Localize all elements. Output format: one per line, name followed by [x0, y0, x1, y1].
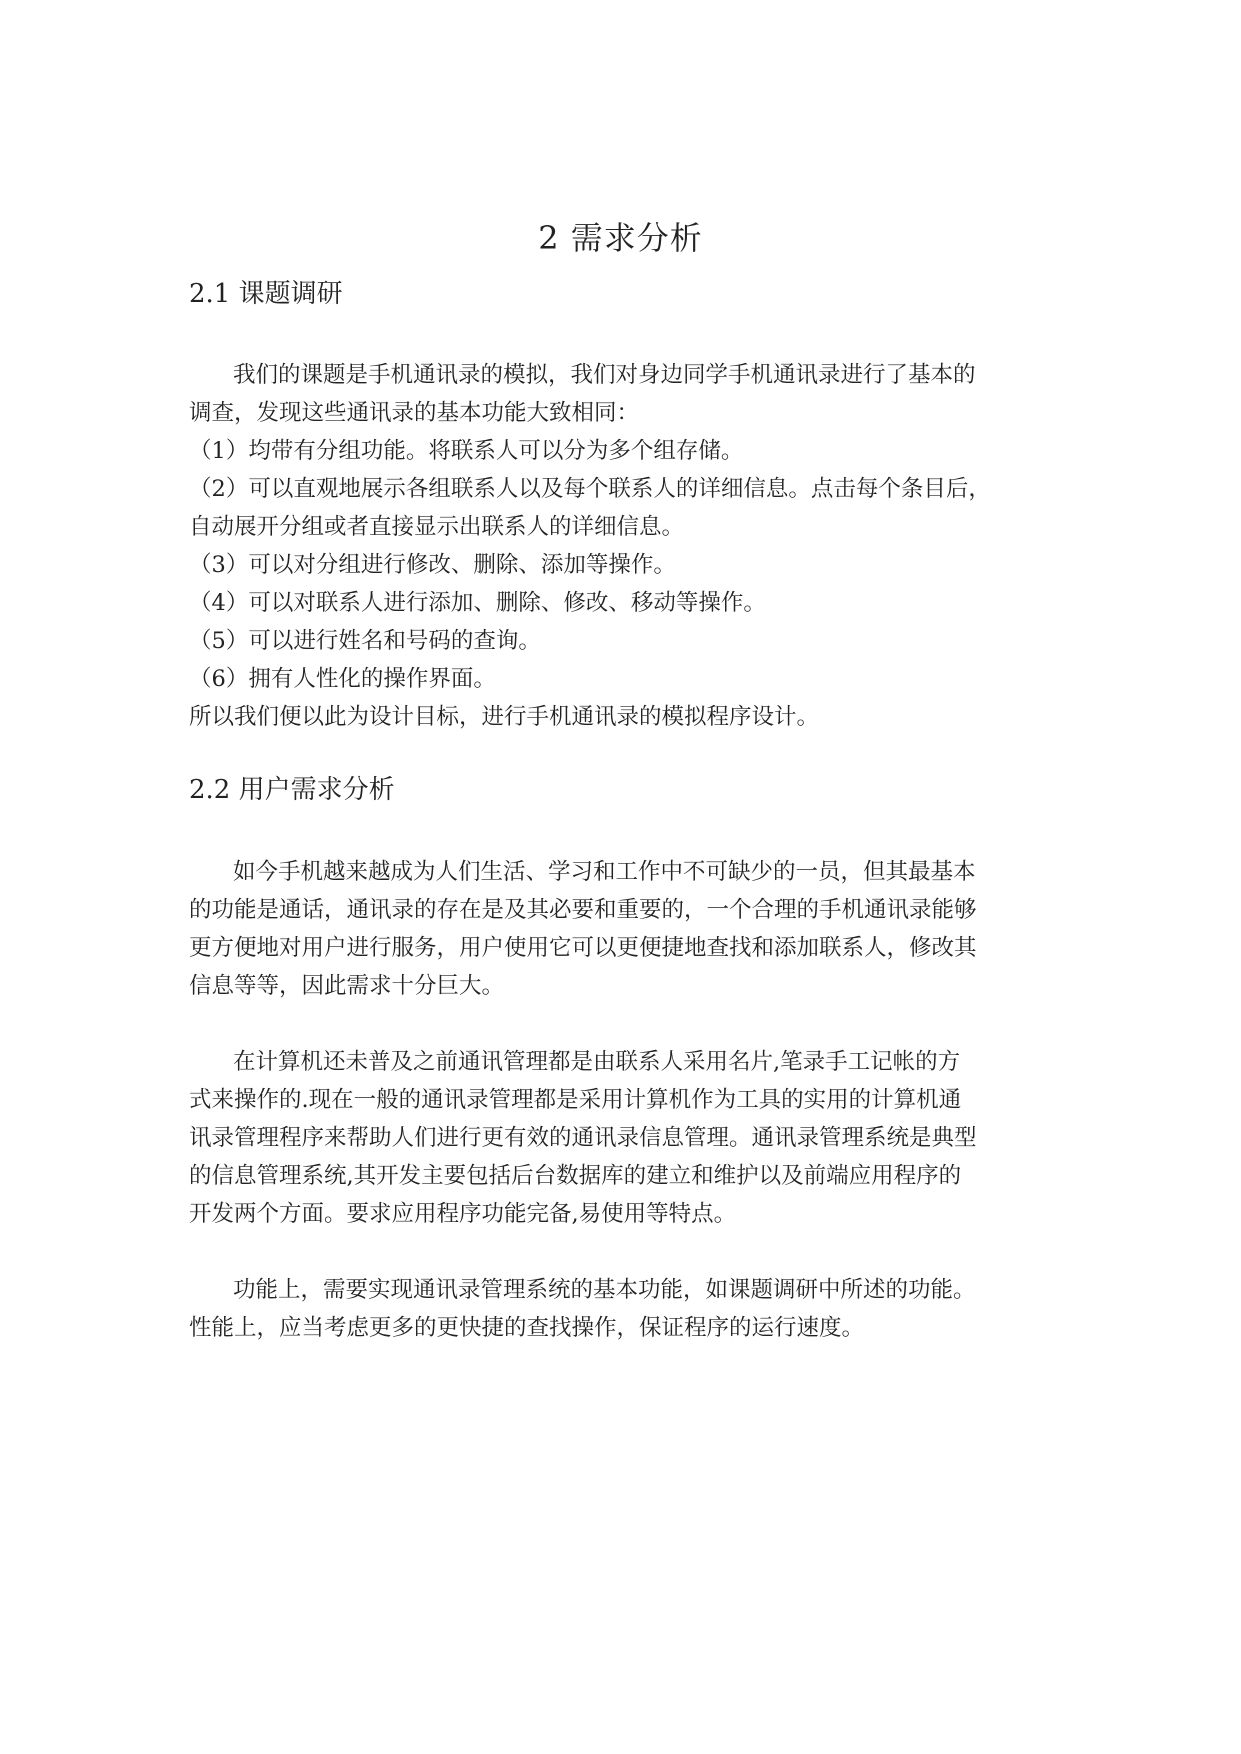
paragraph-line: 功能上，需要实现通讯录管理系统的基本功能，如课题调研中所述的功能。	[233, 1277, 976, 1303]
paragraph-line: 的功能是通话，通讯录的存在是及其必要和重要的，一个合理的手机通讯录能够	[189, 897, 977, 923]
paragraph-line: 如今手机越来越成为人们生活、学习和工作中不可缺少的一员，但其最基本	[233, 859, 976, 885]
list-item: （5）可以进行姓名和号码的查询。	[189, 628, 541, 654]
paragraph-line: 所以我们便以此为设计目标，进行手机通讯录的模拟程序设计。	[189, 704, 820, 730]
list-item: （2）可以直观地展示各组联系人以及每个联系人的详细信息。点击每个条目后，	[189, 476, 991, 502]
paragraph-line: 我们的课题是手机通讯录的模拟，我们对身边同学手机通讯录进行了基本的	[233, 362, 976, 388]
paragraph-line: 调查，发现这些通讯录的基本功能大致相同：	[189, 400, 640, 426]
paragraph-line: 的信息管理系统,其开发主要包括后台数据库的建立和维护以及前端应用程序的	[189, 1163, 962, 1189]
paragraph-line: 更方便地对用户进行服务，用户使用它可以更便捷地查找和添加联系人，修改其	[189, 935, 977, 961]
chapter-title: 2 需求分析	[538, 219, 703, 257]
paragraph-line: 开发两个方面。要求应用程序功能完备,易使用等特点。	[189, 1201, 737, 1227]
list-item-continuation: 自动展开分组或者直接显示出联系人的详细信息。	[189, 514, 685, 540]
paragraph-line: 性能上，应当考虑更多的更快捷的查找操作，保证程序的运行速度。	[189, 1315, 865, 1341]
list-item: （3）可以对分组进行修改、删除、添加等操作。	[189, 552, 676, 578]
section-heading-2-2: 2.2 用户需求分析	[189, 775, 395, 805]
paragraph-line: 式来操作的.现在一般的通讯录管理都是采用计算机作为工具的实用的计算机通	[189, 1087, 962, 1113]
list-item: （1）均带有分组功能。将联系人可以分为多个组存储。	[189, 438, 744, 464]
paragraph-line: 讯录管理程序来帮助人们进行更有效的通讯录信息管理。通讯录管理系统是典型	[189, 1125, 977, 1151]
paragraph-line: 在计算机还未普及之前通讯管理都是由联系人采用名片,笔录手工记帐的方	[233, 1049, 961, 1075]
list-item: （6）拥有人性化的操作界面。	[189, 666, 496, 692]
paragraph-line: 信息等等，因此需求十分巨大。	[189, 973, 505, 999]
list-item: （4）可以对联系人进行添加、删除、修改、移动等操作。	[189, 590, 766, 616]
section-heading-2-1: 2.1 课题调研	[189, 279, 343, 309]
